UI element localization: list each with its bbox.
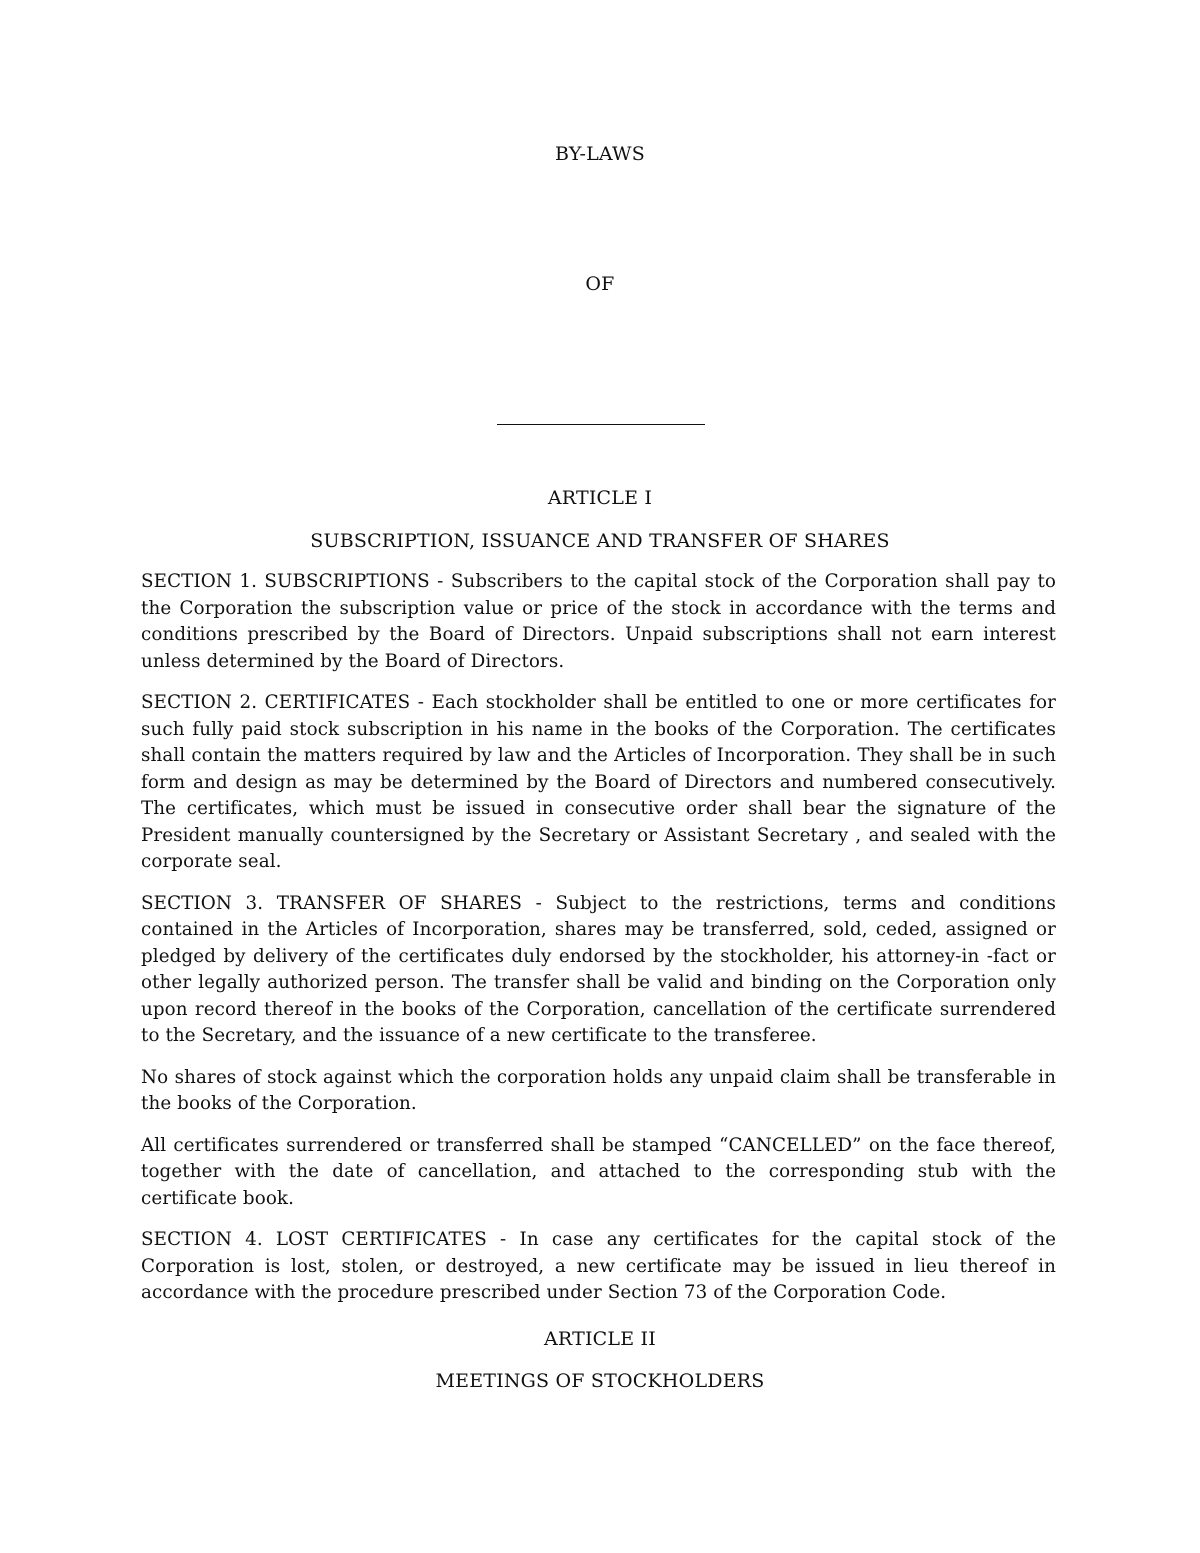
section-3-cancelled-paragraph: All certificates surrendered or transferred shall be stamped “CANCELLED” on the face thereof, together with the date of cancellation, and attached to the corresponding stub with the certificate book. bbox=[141, 1134, 1056, 1209]
section-3-transfer-of-shares: SECTION 3. TRANSFER OF SHARES - Subject to the restrictions, terms and conditions contained in the Articles of Incorporation, shares may be transferred, sold, ceded, assigned or pledged by delivery of the certificates duly endorsed by the stockholder, his attorney-in -fact or other legally authorized person. The transfer shall be valid and binding on the Corporation only upon record thereof in the books of the Corporation, cancellation of the certificate surrendered to the Secretary, and the issuance of a new certificate to the transferee. bbox=[141, 892, 1056, 1046]
article-2-subheading: MEETINGS OF STOCKHOLDERS bbox=[435, 1370, 765, 1392]
article-1-heading: ARTICLE I bbox=[547, 487, 653, 509]
section-1-subscriptions: SECTION 1. SUBSCRIPTIONS - Subscribers to the capital stock of the Corporation shall pay to the Corporation the subscription value or price of the stock in accordance with the terms and conditions prescribed by the Board of Directors. Unpaid subscriptions shall not earn interest unless determined by the Board of Directors. bbox=[141, 571, 1056, 672]
section-2-certificates: SECTION 2. CERTIFICATES - Each stockholder shall be entitled to one or more certificates for such fully paid stock subscription in his name in the books of the Corporation. The certificates shall contain the matters required by law and the Articles of Incorporation. They shall be in such form and design as may be determined by the Board of Directors and numbered consecutively. The certificates, which must be issued in consecutive order shall bear the signature of the President manually countersigned by the Secretary or Assistant Secretary , and sealed with the corporate seal. bbox=[141, 692, 1056, 872]
corporation-name-blank-line bbox=[497, 424, 705, 425]
document-title-of: OF bbox=[585, 273, 615, 295]
section-3-unpaid-claim-paragraph: No shares of stock against which the corporation holds any unpaid claim shall be transferable in the books of the Corporation. bbox=[141, 1066, 1056, 1114]
article-1-subheading: SUBSCRIPTION, ISSUANCE AND TRANSFER OF SHARES bbox=[310, 530, 890, 552]
article-1-body bbox=[141, 569, 1056, 1322]
document-title: BY-LAWS bbox=[554, 143, 646, 165]
section-4-lost-certificates: SECTION 4. LOST CERTIFICATES - In case any certificates for the capital stock of the Corporation is lost, stolen, or destroyed, a new certificate may be issued in lieu thereof in accordance with the procedure prescribed under Section 73 of the Corporation Code. bbox=[141, 1229, 1056, 1303]
article-2-heading: ARTICLE II bbox=[544, 1328, 656, 1350]
